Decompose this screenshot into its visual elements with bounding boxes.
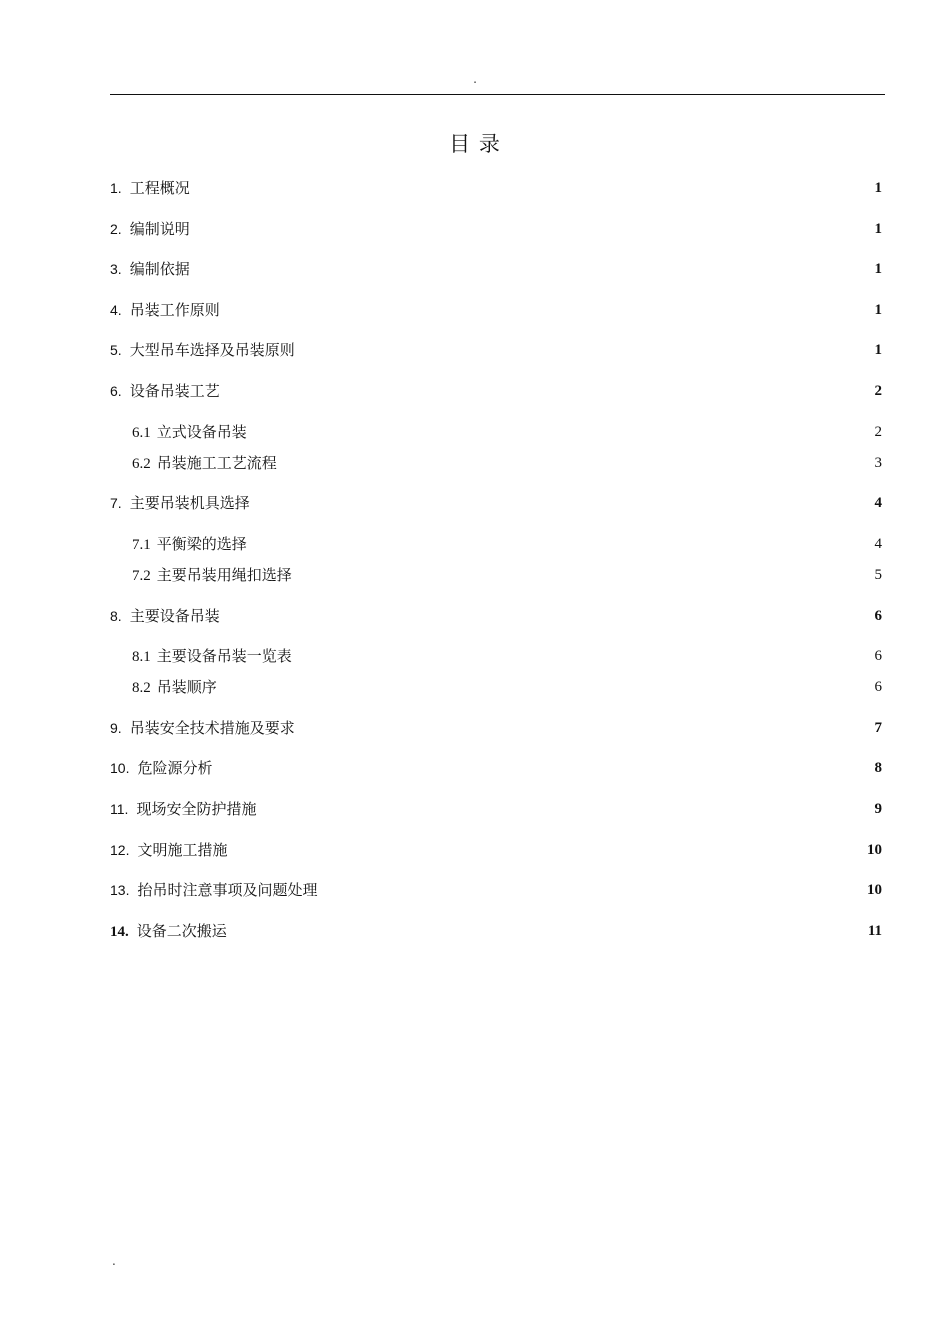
toc-entry-page: 3 bbox=[874, 455, 882, 471]
toc-entry-8-2[interactable] bbox=[132, 676, 882, 698]
toc-entry-2[interactable] bbox=[110, 218, 882, 240]
toc-entry-page: 1 bbox=[874, 180, 882, 196]
toc-entry-label: 文明施工措施 bbox=[137, 841, 228, 859]
toc-entry-6-2[interactable] bbox=[132, 452, 882, 474]
toc-entry-number: 10. bbox=[110, 760, 130, 776]
toc-entry-label: 工程概况 bbox=[129, 179, 190, 197]
toc-entry-page: 1 bbox=[874, 302, 882, 318]
header-mark: . bbox=[473, 72, 477, 86]
toc-entry-number: 2. bbox=[110, 221, 122, 237]
toc-entry-label: 编制依据 bbox=[129, 260, 190, 278]
toc-entry-page: 6 bbox=[874, 608, 882, 624]
footer-mark: . bbox=[112, 1254, 116, 1268]
toc-entry-label: 现场安全防护措施 bbox=[136, 800, 257, 818]
toc-entry-page: 4 bbox=[874, 495, 882, 511]
toc-entry-6[interactable] bbox=[110, 380, 882, 402]
toc-entry-11[interactable] bbox=[110, 798, 882, 820]
toc-entry-number: 1. bbox=[110, 180, 122, 196]
toc-entry-13[interactable] bbox=[110, 879, 882, 901]
toc-entry-page: 7 bbox=[874, 720, 882, 736]
toc-entry-1[interactable] bbox=[110, 177, 882, 199]
toc-entry-8[interactable] bbox=[110, 605, 882, 627]
toc-entry-14[interactable] bbox=[110, 920, 882, 942]
toc-entry-number: 4. bbox=[110, 302, 122, 318]
toc-entry-3[interactable] bbox=[110, 258, 882, 280]
toc-entry-number: 3. bbox=[110, 261, 122, 277]
toc-entry-label: 主要吊装机具选择 bbox=[129, 494, 250, 512]
toc-entry-4[interactable] bbox=[110, 299, 882, 321]
toc-entry-number: 8. bbox=[110, 608, 122, 624]
toc-entry-page: 2 bbox=[874, 383, 882, 399]
toc-entry-number: 12. bbox=[110, 842, 130, 858]
toc-entry-page: 1 bbox=[874, 261, 882, 277]
toc-entry-label: 吊装施工工艺流程 bbox=[156, 454, 277, 472]
toc-entry-number: 6. bbox=[110, 383, 122, 399]
toc-entry-5[interactable] bbox=[110, 339, 882, 361]
toc-entry-7-1[interactable] bbox=[132, 533, 882, 555]
toc-entry-label: 主要吊装用绳扣选择 bbox=[156, 566, 292, 584]
toc-entry-label: 平衡梁的选择 bbox=[156, 535, 247, 553]
toc-entry-label: 主要设备吊装一览表 bbox=[156, 647, 292, 665]
toc-entry-label: 吊装安全技术措施及要求 bbox=[129, 719, 295, 737]
toc-entry-page: 10 bbox=[867, 842, 882, 858]
toc-entry-label: 抬吊时注意事项及问题处理 bbox=[137, 881, 318, 899]
toc-entry-10[interactable] bbox=[110, 757, 882, 779]
toc-entry-number: 7. bbox=[110, 495, 122, 511]
toc-entry-number: 7.1 bbox=[132, 537, 151, 553]
toc-entry-number: 11. bbox=[110, 801, 129, 817]
toc-entry-9[interactable] bbox=[110, 717, 882, 739]
toc-entry-number: 13. bbox=[110, 882, 130, 898]
toc-entry-page: 9 bbox=[874, 801, 882, 817]
toc-entry-label: 吊装顺序 bbox=[156, 678, 217, 696]
toc-entry-page: 1 bbox=[874, 342, 882, 358]
toc-entry-8-1[interactable] bbox=[132, 645, 882, 667]
toc-entry-number: 6.1 bbox=[132, 425, 151, 441]
toc-entry-page: 4 bbox=[874, 536, 882, 552]
toc-entry-page: 6 bbox=[874, 679, 882, 695]
toc-entry-label: 设备二次搬运 bbox=[136, 922, 227, 940]
toc-entry-number: 14. bbox=[110, 924, 129, 940]
toc-entry-label: 编制说明 bbox=[129, 220, 190, 238]
toc-entry-label: 立式设备吊装 bbox=[156, 423, 247, 441]
toc-entry-label: 危险源分析 bbox=[137, 759, 213, 777]
toc-entry-number: 5. bbox=[110, 342, 122, 358]
toc-entry-7[interactable] bbox=[110, 492, 882, 514]
toc-entry-page: 11 bbox=[867, 923, 882, 939]
toc-title: 目 录 bbox=[449, 132, 501, 156]
toc-entry-page: 8 bbox=[874, 760, 882, 776]
toc-entry-page: 2 bbox=[874, 424, 882, 440]
toc-entry-label: 大型吊车选择及吊装原则 bbox=[129, 341, 295, 359]
toc-entry-page: 1 bbox=[874, 221, 882, 237]
toc-entry-page: 10 bbox=[867, 882, 882, 898]
toc-entry-12[interactable] bbox=[110, 839, 882, 861]
toc-entry-number: 8.2 bbox=[132, 680, 151, 696]
toc-entry-number: 6.2 bbox=[132, 456, 151, 472]
toc-entry-label: 主要设备吊装 bbox=[129, 607, 220, 625]
toc-entry-page: 5 bbox=[874, 567, 882, 583]
toc-entry-number: 7.2 bbox=[132, 568, 151, 584]
toc-entry-number: 8.1 bbox=[132, 649, 151, 665]
toc-entry-number: 9. bbox=[110, 720, 122, 736]
toc-entry-6-1[interactable] bbox=[132, 421, 882, 443]
toc-entry-label: 吊装工作原则 bbox=[129, 301, 220, 319]
toc-entry-page: 6 bbox=[874, 648, 882, 664]
toc-entry-label: 设备吊装工艺 bbox=[129, 382, 220, 400]
toc-entry-7-2[interactable] bbox=[132, 564, 882, 586]
